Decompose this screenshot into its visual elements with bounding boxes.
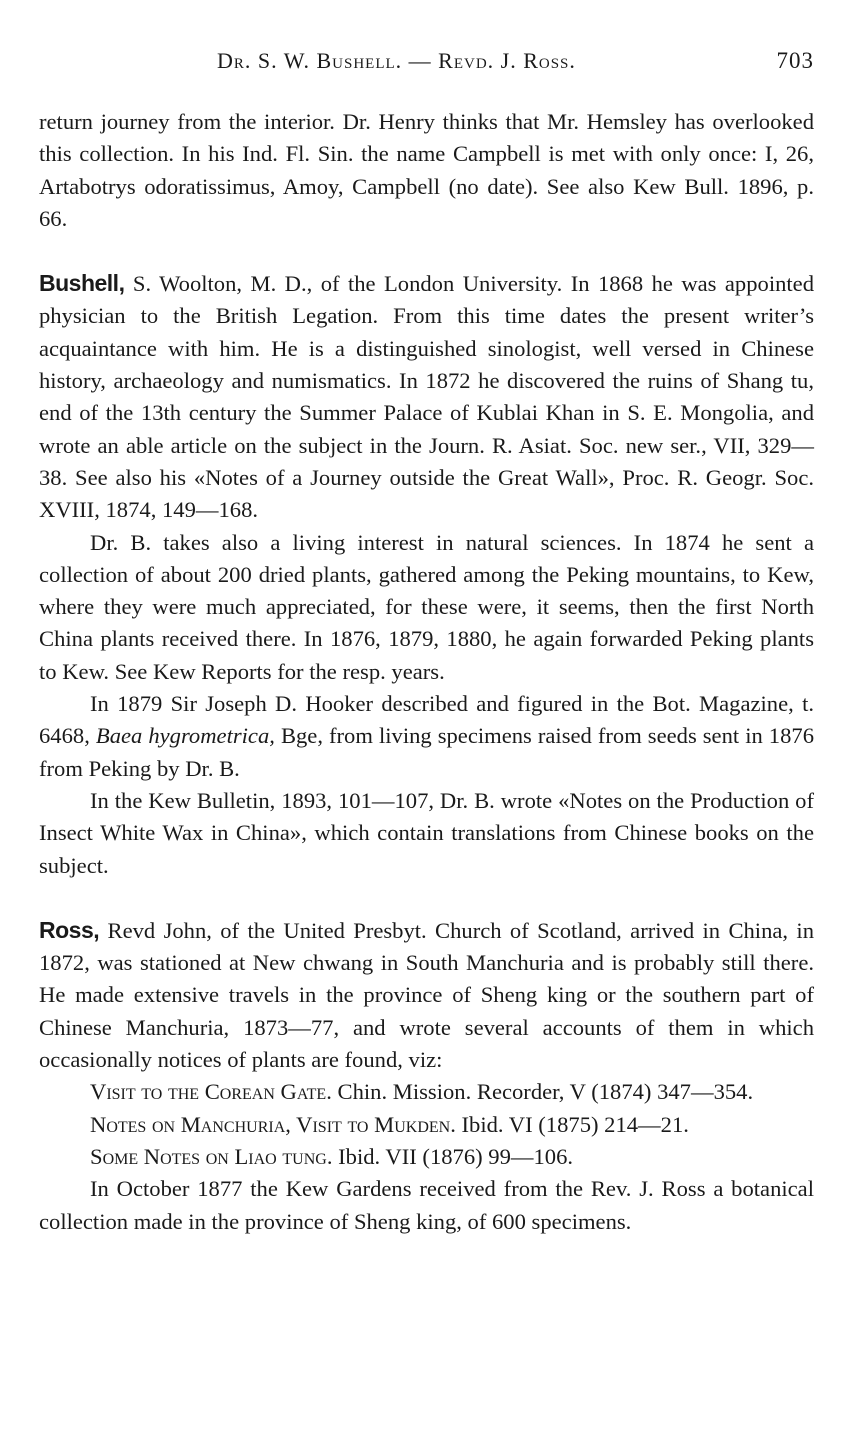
species-name: Baea hygrometrica, <box>95 723 275 749</box>
ross-intro-paragraph <box>39 914 814 1076</box>
bushell-bulletin-paragraph: In the Kew Bulletin, 1893, 101—107, Dr. B. wrote «Notes on the Production of Insect White Wax in China», which contain translations from Chinese books on the subject. <box>39 787 814 878</box>
page-number: 703 <box>776 48 814 73</box>
ross-intro-text: Revd John, of the United Presbyt. Church of Scotland, arrived in China, in 1872, was stationed at New chwang in South Manchuria and is probably still there. He made extensive travels in the province of Sheng king or the southern part of Chinese Manchuria, 1873—77, and wrote several accounts of them in which occasionally notices of plants are found, viz: <box>39 917 814 1073</box>
page-body <box>39 106 814 1238</box>
hooker-text-before: In 1879 Sir Joseph D. Hooker described and figured in the Bot. Magazine, t. 6468, <box>39 691 814 749</box>
bushell-intro-text: S. Woolton, M. D., of the London University. In 1868 he was appointed physician to the British Legation. From this time dates the present writer’s acquaintance with him. He is a distinguished sinologist, well versed in Chinese history, archaeology and numismatics. In 1872 he discovered the ruins of Shang tu, end of the 13th century the Summer Palace of Kublai Khan in S. E. Mongolia, and wrote an able article on the subject in the Journ. R. Asiat. Soc. new ser., VII, 329—38. See also his «Notes of a Journey outside the Great Wall», Proc. R. Geogr. Soc. XVIII, 1874, 149—168. <box>39 271 814 523</box>
ross-closing-paragraph: In October 1877 the Kew Gardens received from the Rev. J. Ross a botanical collection made in the province of Sheng king, of 600 specimens. <box>39 1176 814 1234</box>
publication-title: Some Notes on Liao tung. <box>90 1143 333 1169</box>
entry-bushell <box>39 267 814 882</box>
hooker-text-after: Bge, from living specimens raised from seeds sent in 1876 from Peking by Dr. B. <box>39 723 814 781</box>
bushell-plants-paragraph: Dr. B. takes also a living interest in natural sciences. In 1874 he sent a collection of about 200 dried plants, gathered among the Peking mountains, to Kew, where they were much appreciated, for these were, it seems, then the first North China plants received there. In 1876, 1879, 1880, he again forwarded Peking plants to Kew. See Kew Reports for the resp. years. <box>39 529 814 684</box>
publication-title: Visit to the Corean Gate. <box>90 1079 332 1105</box>
publication-details: Chin. Mission. Recorder, V (1874) 347—354. <box>337 1079 754 1105</box>
entry-ross <box>39 914 814 1238</box>
publication-item <box>39 1076 814 1108</box>
continuation-paragraph: return journey from the interior. Dr. Henry thinks that Mr. Hemsley has overlooked this collection. In his Ind. Fl. Sin. the name Campbell is met with only once: I, 26, Artabotrys odoratissimus, Amoy, Campbell (no date). See also Kew Bull. 1896, p. 66. <box>39 109 814 231</box>
publication-details: Ibid. VI (1875) 214—21. <box>461 1111 689 1137</box>
publication-item <box>39 1141 814 1173</box>
publication-details: Ibid. VII (1876) 99—106. <box>338 1143 574 1169</box>
bushell-intro-paragraph <box>39 267 814 526</box>
running-title: Dr. S. W. Bushell. — Revd. J. Ross. <box>217 48 576 73</box>
running-header <box>39 48 814 80</box>
book-page <box>39 48 814 1238</box>
bushell-hooker-paragraph <box>39 688 814 785</box>
publication-title: Notes on Manchuria, Visit to Mukden. <box>90 1111 456 1137</box>
headword-ross: Ross, <box>39 916 100 943</box>
publication-item <box>39 1109 814 1141</box>
headword-bushell: Bushell, <box>39 270 125 297</box>
